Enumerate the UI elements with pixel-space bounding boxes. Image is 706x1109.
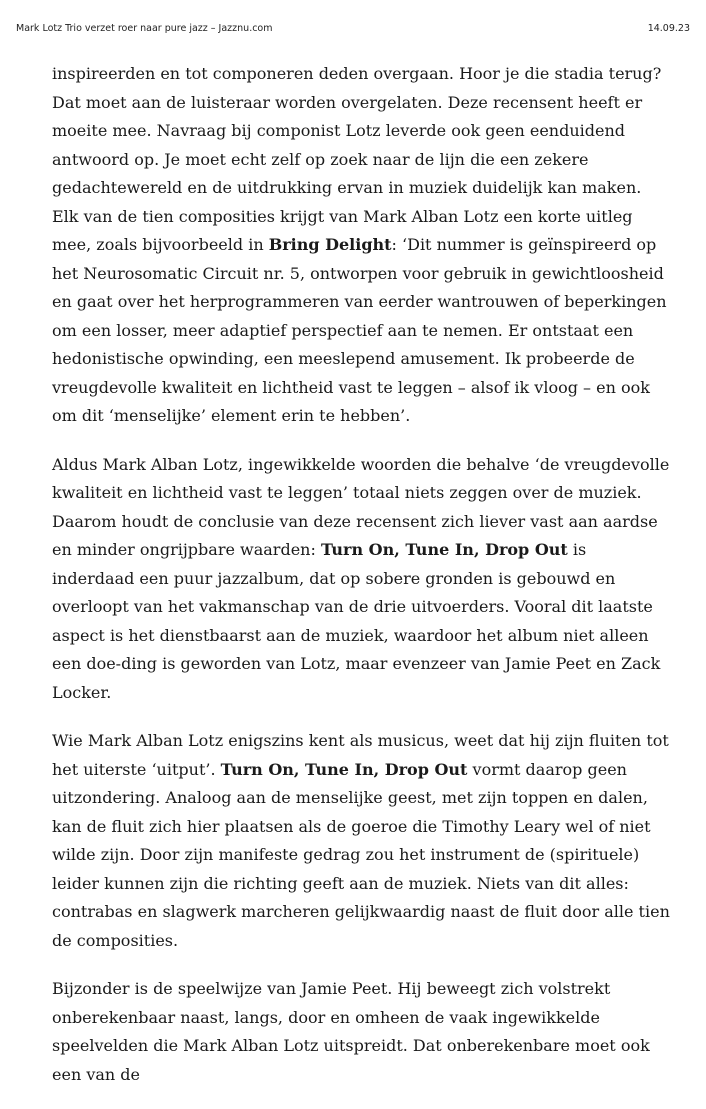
paragraph-3: [52, 727, 672, 955]
text-run: inspireerden en tot componeren deden overgaan. Hoor je die stadia terug? Dat moet aan de luisteraar worden overgelaten. Deze recensent heeft er moeite mee. Navraag bij componist Lotz leverde ook geen eenduidend antwoord op. Je moet echt zelf op zoek naar de lijn die een zekere gedachtewereld en de uitdrukking ervan in muziek duidelijk kan maken. Elk van de tien composities krijgt van Mark Alban Lotz een korte uitleg mee, zoals bijvoorbeeld in: [52, 64, 662, 254]
text-run: Aldus Mark Alban Lotz, ingewikkelde woorden die behalve ‘de vreugdevolle kwaliteit en lichtheid vast te leggen’ totaal niets zeggen over de muziek. Daarom houdt de conclusie van deze recensent zich liever vast aan aardse en minder ongrijpbare waarden:: [52, 454, 670, 559]
print-header: [16, 23, 690, 37]
album-title: Turn On, Tune In, Drop Out: [220, 759, 468, 779]
print-date: 14.09.23: [647, 23, 690, 34]
text-run: : ‘Dit nummer is geïnspireerd op het Neurosomatic Circuit nr. 5, ontworpen voor gebruik in gewichtloosheid en gaat over het herprogrammeren van eerder wantrouwen of beperkingen om een losser, meer adaptief perspectief aan te nemen. Er ontstaat een hedonistische opwinding, een meeslepend amusement. Ik probeerde de vreugdevolle kwaliteit en lichtheid vast te leggen – alsof ik vloog – en ook om dit ‘menselijke’ element erin te hebben’.: [52, 235, 667, 425]
song-title-bring-delight: Bring Delight: [268, 235, 392, 254]
paragraph-4: [52, 975, 672, 1089]
text-run: vormt daarop geen uitzondering. Analoog aan de menselijke geest, met zijn toppen en dalen, kan de fluit zich hier plaatsen als de goeroe die Timothy Leary wel of niet wilde zijn. Door zijn manifeste gedrag zou het instrument de (spirituele) leider kunnen zijn die richting geeft aan de muziek. Niets van dit alles: contrabas en slagwerk marcheren gelijkwaardig naast de fluit door alle tien de composities.: [52, 759, 670, 950]
text-run: is inderdaad een puur jazzalbum, dat op sobere gronden is gebouwd en overloopt van het vakmanschap van de drie uitvoerders. Vooral dit laatste aspect is het dienstbaarst aan de muziek, waardoor het album niet alleen een doe-ding is geworden van Lotz, maar evenzeer van Jamie Peet en Zack Locker.: [52, 540, 661, 702]
text-run: Wie Mark Alban Lotz enigszins kent als musicus, weet dat hij zijn fluiten tot het uiterste ‘uitput’.: [52, 731, 669, 779]
paragraph-2: [52, 451, 672, 708]
album-title: Turn On, Tune In, Drop Out: [320, 540, 568, 559]
text-run: Bijzonder is de speelwijze van Jamie Peet. Hij beweegt zich volstrekt onberekenbaar naast, langs, door en omheen de vaak ingewikkelde speelvelden die Mark Alban Lotz uitspreidt. Dat onberekenbare moet ook een van de: [52, 979, 650, 1084]
page-title: Mark Lotz Trio verzet roer naar pure jazz – Jazznu.com: [16, 23, 273, 34]
paragraph-1: [52, 60, 672, 431]
article-body: [52, 60, 672, 1109]
